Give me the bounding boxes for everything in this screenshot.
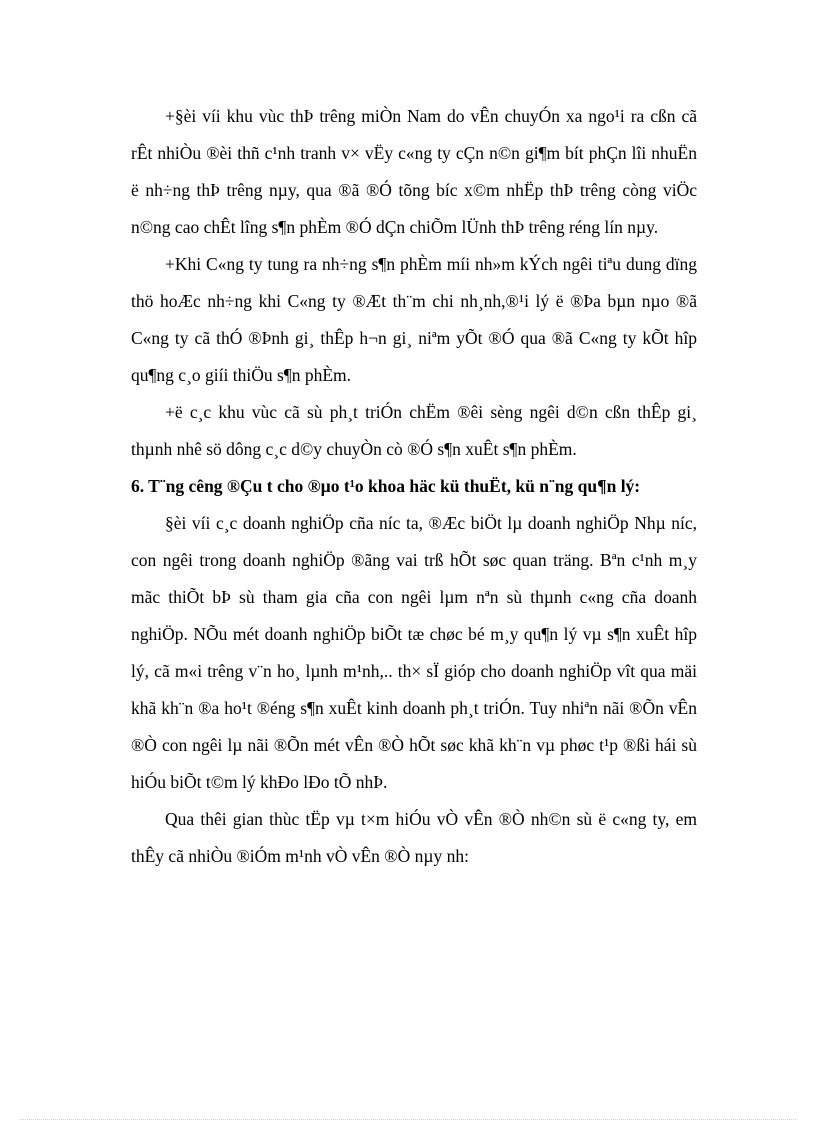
paragraph-south-market: +§èi víi khu vùc thÞ trêng miÒn Nam do vÊn chuyÓn xa ngo¹i ra cßn cã rÊt nhiÒu ®èi thñ c¹nh tranh v× vËy c«ng ty cÇn n©n gi¶m bít phÇn lîi nhuËn ë nh÷ng thÞ trêng nµy, qua ®ã ®Ó tõng bíc x©m nhËp thÞ trêng còng viÖc n©ng cao chÊt lîng s¶n phÈm ®Ó dÇn chiÕm lÜnh thÞ trêng réng lín nµy. — [131, 106, 697, 237]
paragraph-human-resources: §èi víi c¸c doanh nghiÖp cña níc ta, ®Æc biÖt lµ doanh nghiÖp Nhµ níc, con ngêi trong doanh nghiÖp ®ãng vai trß hÕt søc quan träng. Bªn c¹nh m¸y mãc thiÕt bÞ sù tham gia cña con ngêi lµm nªn sù thµnh c«ng cña doanh nghiÖp. NÕu mét doanh nghiÖp biÕt tæ chøc bé m¸y qu¶n lý vµ s¶n xuÊt hîp lý, cã m«i trêng v¨n ho¸ lµnh m¹nh,.. th× sÏ gióp cho doanh nghiÖp vît qua mäi khã kh¨n ®a ho¹t ®éng s¶n xuÊt kinh doanh ph¸t triÓn. Tuy nhiªn nãi ®Õn vÊn ®Ò con ngêi lµ nãi ®Õn mét vÊn ®Ò hÕt søc khã kh¨n vµ phøc t¹p ®ßi hái sù hiÓu biÕt t©m lý khÐo lÐo tÕ nhÞ. — [131, 513, 697, 792]
page-bottom-divider — [20, 1119, 796, 1120]
paragraph-new-products: +Khi C«ng ty tung ra nh÷ng s¶n phÈm míi nh»m kÝch ngêi tiªu dung dïng thö hoÆc nh÷ng khi C«ng ty ®Æt th¨m chi nh¸nh,®¹i lý ë ®Þa bµn nµo ®ã C«ng ty cã thÓ ®Þnh gi¸ thÊp h¬n gi¸ niªm yÕt ®Ó qua ®ã C«ng ty kÕt hîp qu¶ng c¸o giíi thiÖu s¶n phÈm. — [131, 254, 697, 385]
paragraph-internship: Qua thêi gian thùc tËp vµ t×m hiÓu vÒ vÊn ®Ò nh©n sù ë c«ng ty, em thÊy cã nhiÒu ®iÓm m¹nh vÒ vÊn ®Ò nµy nh: — [131, 809, 697, 866]
section-heading: 6. T¨ng cêng ®Çu t cho ®µo t¹o khoa häc kü thuËt, kü n¨ng qu¶n lý: — [131, 476, 641, 496]
paragraph-slow-regions: +ë c¸c khu vùc cã sù ph¸t triÓn chËm ®êi sèng ngêi d©n cßn thÊp gi¸ thµnh nhê sö dông c¸c d©y chuyÒn cò ®Ó s¶n xuÊt s¶n phÈm. — [131, 402, 697, 459]
document-body — [131, 98, 697, 875]
